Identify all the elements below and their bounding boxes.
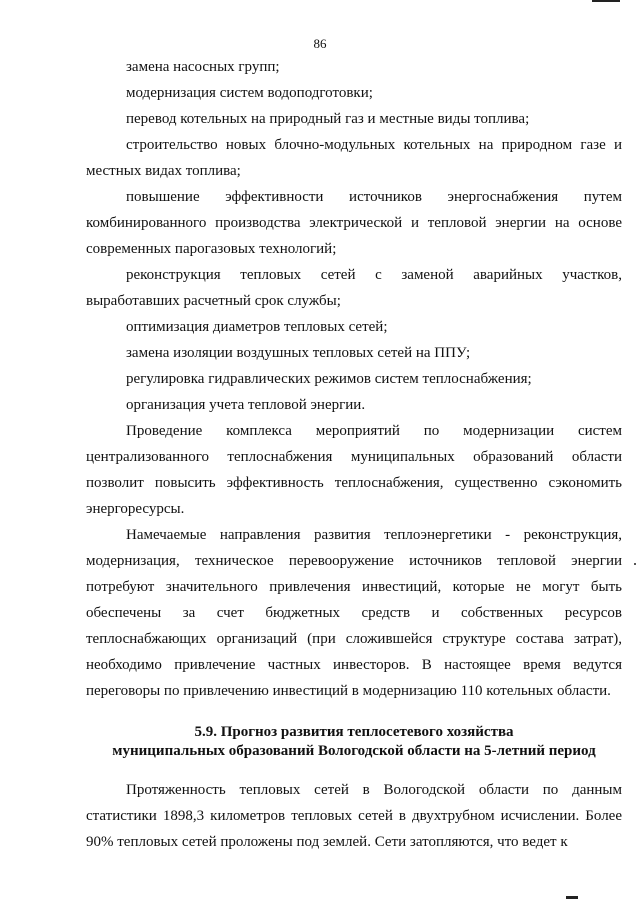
measures-list (86, 54, 622, 418)
list-item: замена изоляции воздушных тепловых сетей на ППУ; (126, 345, 471, 361)
section-heading (86, 723, 622, 761)
section-heading-line: муниципальных образований Вологодской области на 5-летний период (112, 743, 596, 759)
list-item: организация учета тепловой энергии. (126, 397, 366, 413)
section-heading-line: 5.9. Прогноз развития теплосетевого хозяйства (194, 724, 514, 740)
body-paragraph: Намечаемые направления развития теплоэнергетики - реконструкция, модернизация, техническое перевооружение источников тепловой энергии потребуют значительного привлечения инвестиций, которые не могут быть обеспечены за счет бюджетных средств и собственных ресурсов теплоснабжающих организаций (при сложившейся структуре состава затрат), необходимо привлечение частных инвесторов. В настоящее время ведутся переговоры по привлечению инвестиций в модернизацию 110 котельных области. (86, 527, 622, 699)
list-item: регулировка гидравлических режимов систем теплоснабжения; (126, 371, 532, 387)
body-paragraph: Протяженность тепловых сетей в Вологодской области по данным статистики 1898,3 километров тепловых сетей в двухтрубном исчислении. Более 90% тепловых сетей проложены под землей. Сети затопляются, что ведет к (86, 782, 622, 850)
page-number: 86 (313, 36, 327, 51)
list-item: перевод котельных на природный газ и местные виды топлива; (126, 111, 530, 127)
scan-speck (634, 563, 636, 565)
list-item: оптимизация диаметров тепловых сетей; (126, 319, 388, 335)
scan-edge-mark (592, 0, 620, 2)
document-body (86, 54, 622, 855)
list-item: повышение эффективности источников энергоснабжения путем комбинированного производства электрической и тепловой энергии на основе современных парогазовых технологий; (86, 189, 622, 257)
list-item: замена насосных групп; (126, 59, 280, 75)
list-item: строительство новых блочно-модульных котельных на природном газе и местных видах топлива; (86, 137, 622, 179)
list-item: реконструкция тепловых сетей с заменой аварийных участков, выработавших расчетный срок службы; (86, 267, 622, 309)
body-paragraph: Проведение комплекса мероприятий по модернизации систем централизованного теплоснабжения муниципальных образований области позволит повысить эффективность теплоснабжения, существенно сэкономить энергоресурсы. (86, 423, 622, 517)
scan-edge-mark (566, 896, 578, 899)
list-item: модернизация систем водоподготовки; (126, 85, 373, 101)
